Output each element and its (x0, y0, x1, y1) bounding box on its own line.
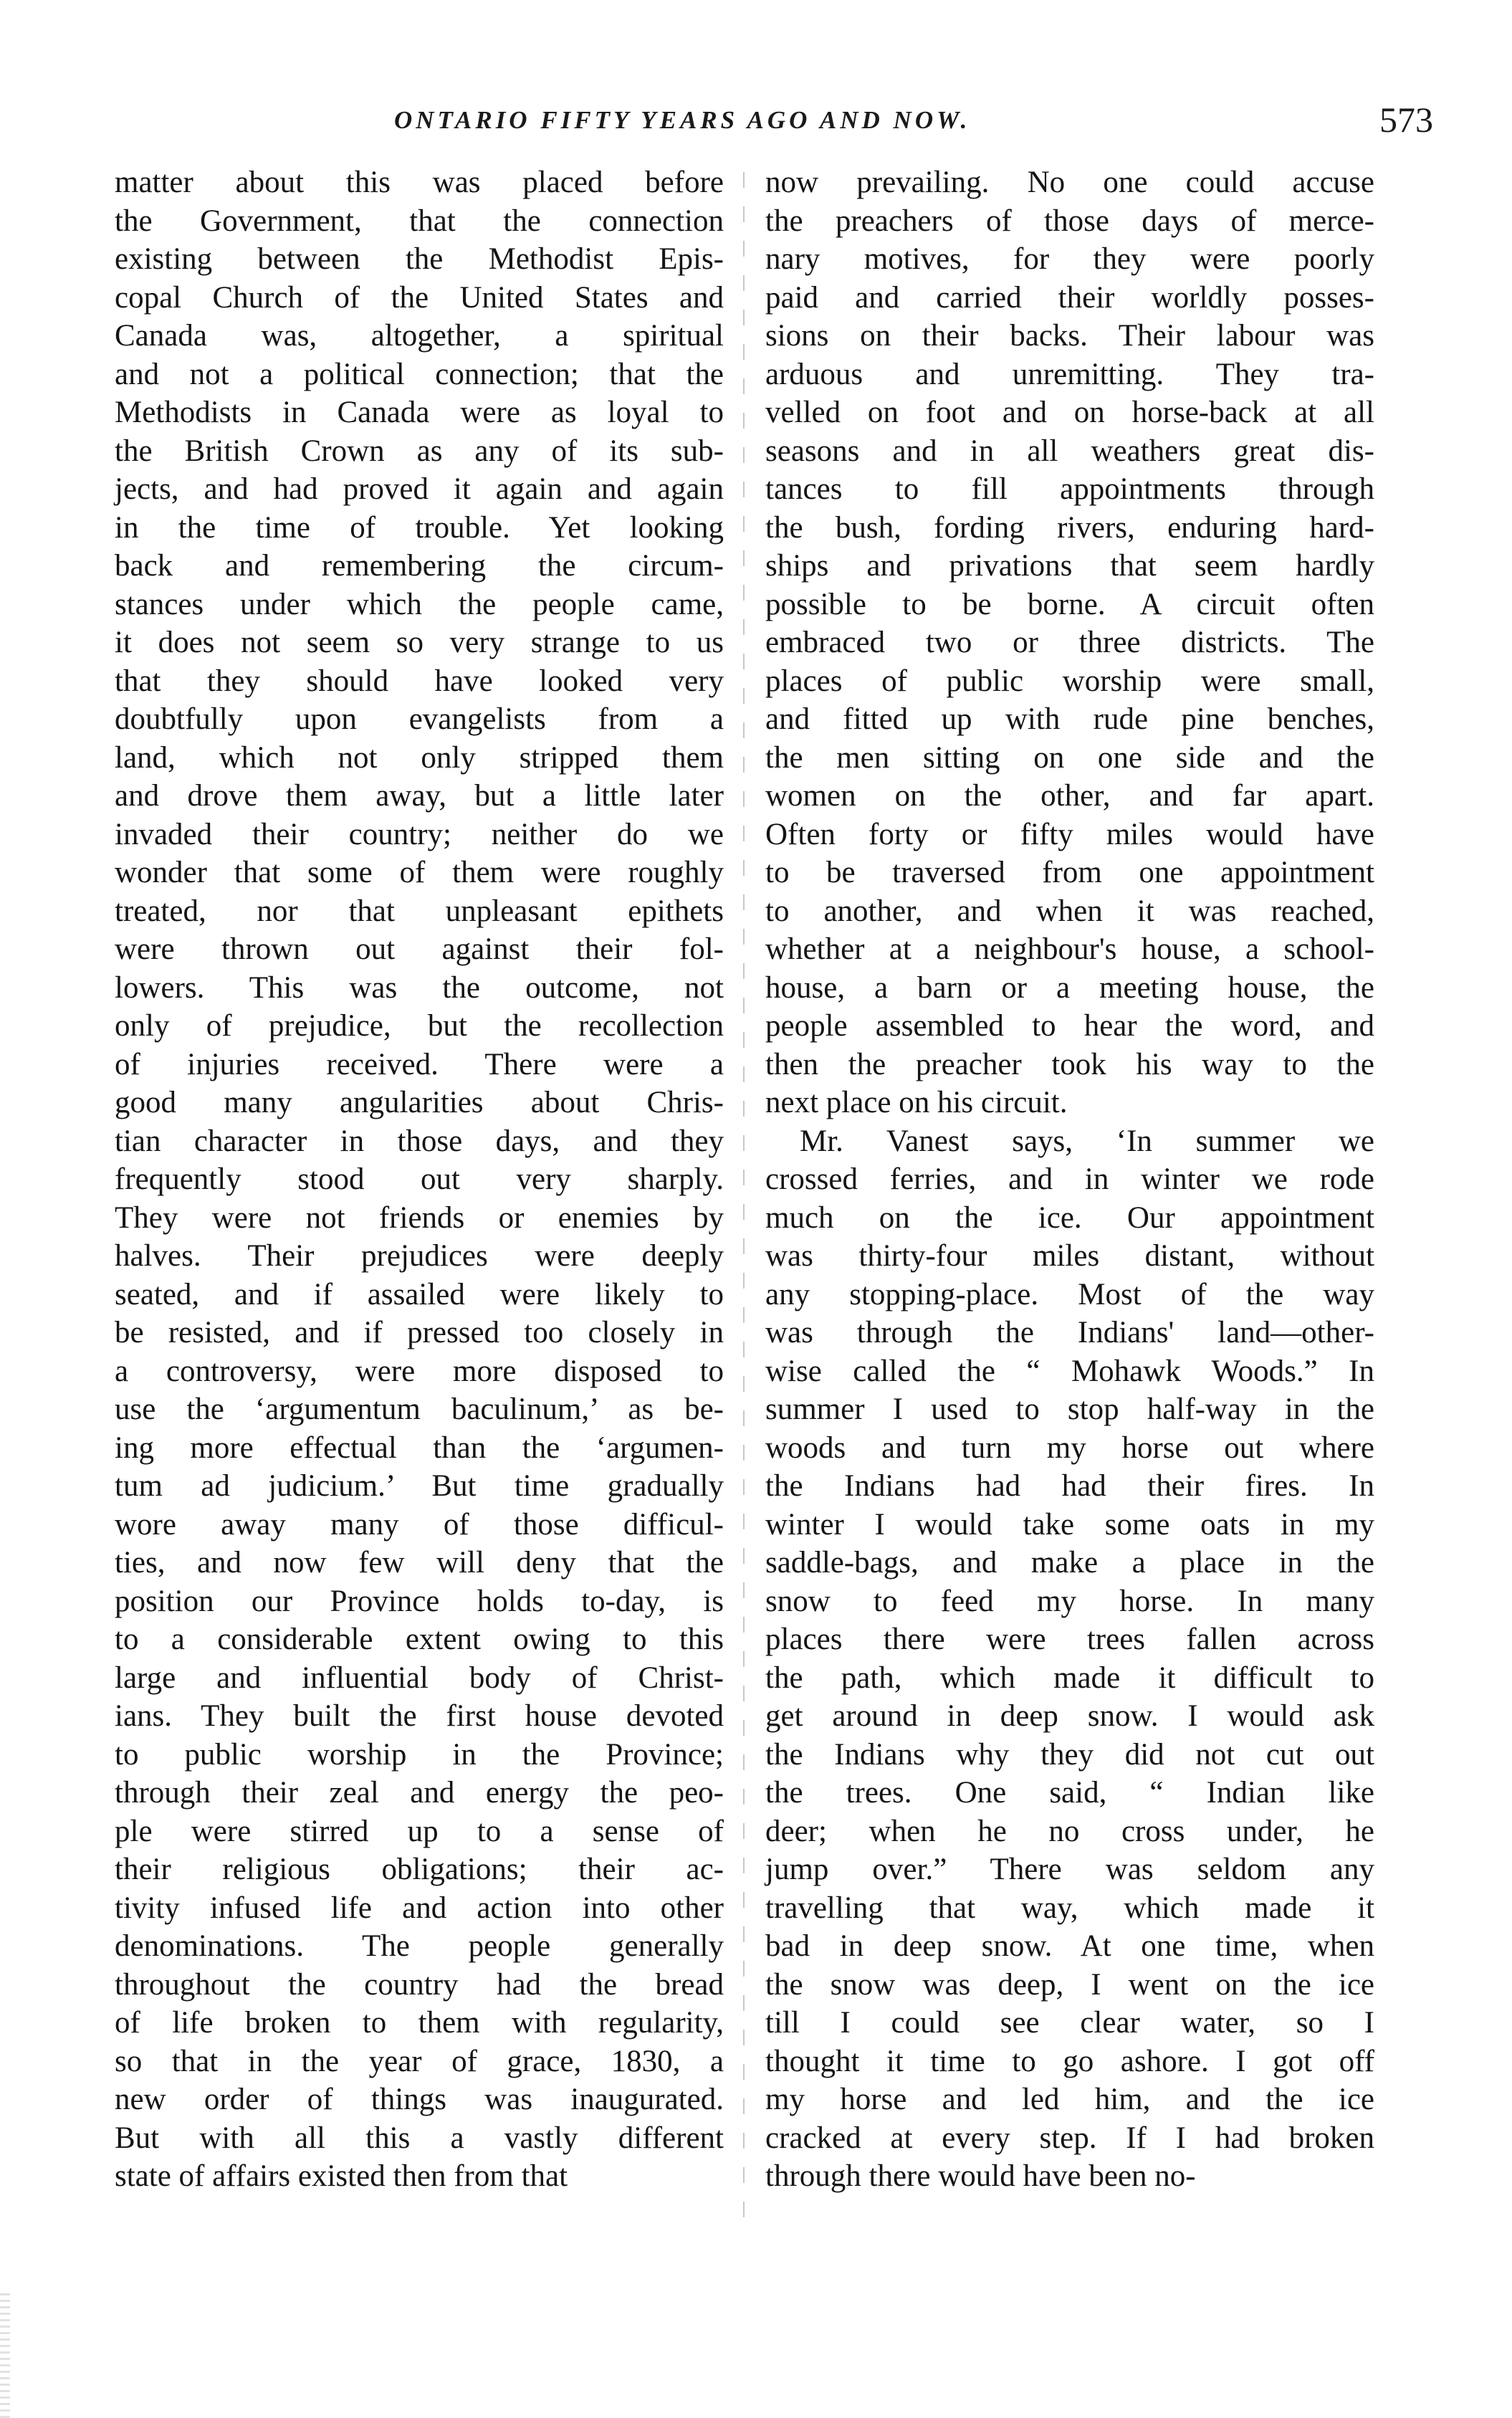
text-line: and not a political connection; that the (115, 357, 724, 391)
text-line: velled on foot and on horse-back at all (765, 396, 1374, 429)
text-line: land, which not only stripped them (115, 740, 724, 775)
text-line: in the time of trouble. Yet looking (115, 510, 724, 545)
text-line: saddle-bags, and make a place in the (765, 1546, 1374, 1580)
text-line: position our Province holds to-day, is (115, 1584, 724, 1618)
text-line: crossed ferries, and in winter we rode (765, 1162, 1374, 1196)
text-line: any stopping-place. Most of the way (765, 1277, 1374, 1311)
text-line: sions on their backs. Their labour was (765, 319, 1374, 353)
text-line: through their zeal and energy the peo- (115, 1776, 724, 1810)
text-line: jects, and had proved it again and again (115, 472, 724, 506)
text-line: ships and privations that seem hardly (765, 549, 1374, 583)
text-line: doubtfully upon evangelists from a (115, 702, 724, 736)
text-line: the preachers of those days of merce- (765, 204, 1374, 238)
text-line: large and influential body of Christ- (115, 1660, 724, 1695)
text-line: get around in deep snow. I would ask (765, 1699, 1374, 1733)
text-line: the trees. One said, “ Indian like (765, 1776, 1374, 1810)
left-text-column (115, 163, 724, 2196)
text-line: and drove them away, but a little later (115, 779, 724, 813)
text-line: places of public worship were small, (765, 664, 1374, 698)
text-line: the snow was deep, I went on the ice (765, 1967, 1374, 2002)
text-line: through there would have been no- (765, 2159, 1196, 2193)
text-line: wore away many of those difficul- (115, 1507, 724, 1542)
page-number: 573 (1379, 100, 1433, 140)
text-line: the men sitting on one side and the (765, 740, 1374, 775)
text-line: halves. Their prejudices were deeply (115, 1239, 724, 1273)
text-line: people assembled to hear the word, and (765, 1009, 1374, 1043)
text-line: of life broken to them with regularity, (115, 2006, 724, 2040)
text-line: jump over.” There was seldom any (765, 1853, 1374, 1886)
text-line: tivity infused life and action into other (115, 1891, 724, 1925)
text-line: only of prejudice, but the recollection (115, 1009, 724, 1043)
text-line: to public worship in the Province; (115, 1737, 724, 1772)
text-line: much on the ice. Our appointment (765, 1200, 1374, 1235)
text-line: winter I would take some oats in my (765, 1507, 1374, 1542)
text-line: women on the other, and far apart. (765, 779, 1374, 813)
text-line: places there were trees fallen across (765, 1623, 1374, 1656)
text-line: seated, and if assailed were likely to (115, 1277, 724, 1311)
text-line: embraced two or three districts. The (765, 626, 1374, 659)
text-line: frequently stood out very sharply. (115, 1162, 724, 1196)
text-line: were thrown out against their fol- (115, 932, 724, 966)
text-line: wonder that some of them were roughly (115, 856, 724, 889)
text-line: a controversy, were more disposed to (115, 1354, 724, 1388)
text-line: throughout the country had the bread (115, 1967, 724, 2002)
text-line: back and remembering the circum- (115, 549, 724, 583)
text-line: the path, which made it difficult to (765, 1660, 1374, 1695)
text-line: to a considerable extent owing to this (115, 1623, 724, 1656)
text-line: They were not friends or enemies by (115, 1200, 724, 1235)
text-line: Methodists in Canada were as loyal to (115, 396, 724, 429)
text-line: bad in deep snow. At one time, when (765, 1929, 1374, 1963)
text-line: possible to be borne. A circuit often (765, 587, 1374, 621)
text-line: house, a barn or a meeting house, the (765, 970, 1374, 1005)
text-line: paid and carried their worldly posses- (765, 280, 1374, 315)
text-line: tances to fill appointments through (765, 472, 1374, 506)
text-line: matter about this was placed before (115, 166, 724, 199)
text-line: But with all this a vastly different (115, 2121, 724, 2155)
text-line: was through the Indians' land—other- (765, 1316, 1374, 1349)
text-line: Mr. Vanest says, ‘In summer we (800, 1124, 1374, 1158)
text-line: denominations. The people generally (115, 1929, 724, 1963)
right-text-column (765, 163, 1374, 2196)
text-line: good many angularities about Chris- (115, 1086, 724, 1119)
text-line: it does not seem so very strange to us (115, 626, 724, 659)
text-line: use the ‘argumentum baculinum,’ as be- (115, 1392, 724, 1426)
text-line: was thirty-four miles distant, without (765, 1239, 1374, 1273)
text-line: to another, and when it was reached, (765, 894, 1374, 928)
text-line: seasons and in all weathers great dis- (765, 434, 1374, 468)
text-line: nary motives, for they were poorly (765, 242, 1374, 276)
text-line: so that in the year of grace, 1830, a (115, 2044, 724, 2078)
text-line: arduous and unremitting. They tra- (765, 357, 1374, 391)
text-line: be resisted, and if pressed too closely in (115, 1316, 724, 1349)
text-line: and fitted up with rude pine benches, (765, 702, 1374, 736)
text-line: Canada was, altogether, a spiritual (115, 319, 724, 353)
text-line: tian character in those days, and they (115, 1124, 724, 1158)
text-line: of injuries received. There were a (115, 1047, 724, 1081)
text-line: till I could see clear water, so I (765, 2006, 1374, 2040)
text-line: lowers. This was the outcome, not (115, 970, 724, 1005)
text-line: thought it time to go ashore. I got off (765, 2044, 1374, 2078)
text-line: my horse and led him, and the ice (765, 2083, 1374, 2116)
text-line: the Government, that the connection (115, 204, 724, 238)
text-line: state of affairs existed then from that (115, 2159, 568, 2193)
text-line: that they should have looked very (115, 664, 724, 698)
text-line: deer; when he no cross under, he (765, 1814, 1374, 1848)
scan-edge-mark (0, 2293, 10, 2418)
text-line: snow to feed my horse. In many (765, 1584, 1374, 1618)
text-line: the Indians why they did not cut out (765, 1737, 1374, 1772)
text-line: stances under which the people came, (115, 587, 724, 621)
text-line: ians. They built the first house devoted (115, 1699, 724, 1733)
text-line: ple were stirred up to a sense of (115, 1814, 724, 1848)
text-line: the bush, fording rivers, enduring hard- (765, 510, 1374, 545)
text-line: travelling that way, which made it (765, 1891, 1374, 1925)
text-line: copal Church of the United States and (115, 280, 724, 315)
text-line: their religious obligations; their ac- (115, 1853, 724, 1886)
text-line: ties, and now few will deny that the (115, 1546, 724, 1580)
text-line: treated, nor that unpleasant epithets (115, 894, 724, 928)
text-line: the British Crown as any of its sub- (115, 434, 724, 468)
text-line: then the preacher took his way to the (765, 1047, 1374, 1081)
text-line: to be traversed from one appointment (765, 856, 1374, 889)
text-line: new order of things was inaugurated. (115, 2083, 724, 2116)
text-line: existing between the Methodist Epis- (115, 242, 724, 276)
text-line: Often forty or fifty miles would have (765, 817, 1374, 851)
text-line: summer I used to stop half-way in the (765, 1392, 1374, 1426)
text-line: woods and turn my horse out where (765, 1430, 1374, 1465)
column-gutter-rule (743, 172, 745, 2222)
text-line: cracked at every step. If I had broken (765, 2121, 1374, 2155)
page-header (394, 99, 1433, 156)
text-line: the Indians had had their fires. In (765, 1469, 1374, 1503)
text-line: tum ad judicium.’ But time gradually (115, 1469, 724, 1503)
running-title: ONTARIO FIFTY YEARS AGO AND NOW. (394, 106, 971, 134)
text-line: whether at a neighbour's house, a school- (765, 932, 1374, 966)
text-line: ing more effectual than the ‘argumen- (115, 1430, 724, 1465)
text-line: now prevailing. No one could accuse (765, 166, 1374, 199)
text-line: invaded their country; neither do we (115, 817, 724, 851)
text-line: next place on his circuit. (765, 1086, 1068, 1119)
text-line: wise called the “ Mohawk Woods.” In (765, 1354, 1374, 1388)
